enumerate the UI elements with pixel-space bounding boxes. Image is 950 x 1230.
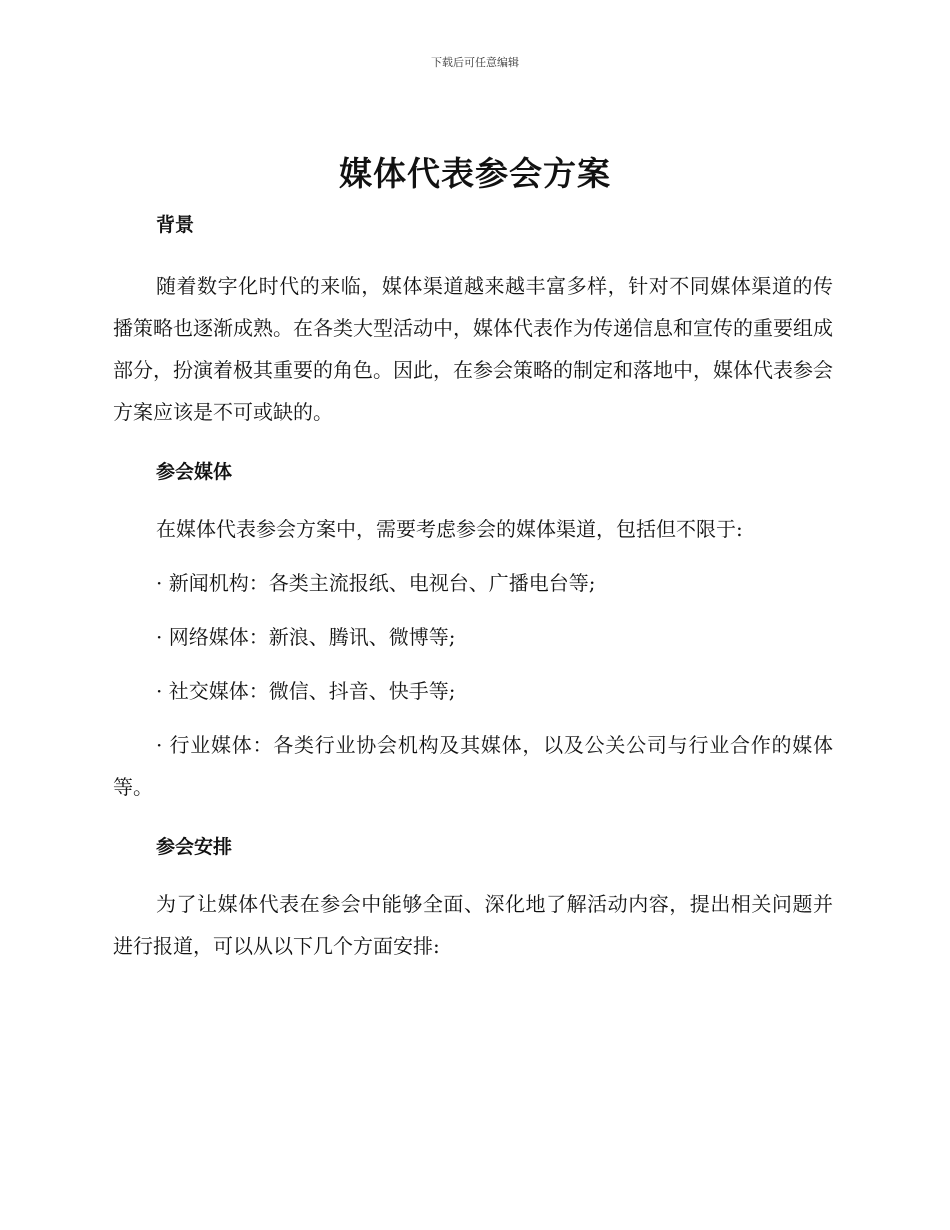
media-list-item-social: · 社交媒体：微信、抖音、快手等; — [156, 679, 456, 703]
media-intro-paragraph: 在媒体代表参会方案中，需要考虑参会的媒体渠道，包括但不限于: — [156, 517, 743, 541]
document-body — [113, 200, 833, 967]
media-list-item-news: · 新闻机构：各类主流报纸、电视台、广播电台等; — [156, 571, 596, 595]
header-note: 下载后可任意编辑 — [431, 56, 519, 69]
document-title: 媒体代表参会方案 — [339, 154, 611, 193]
section-heading-arrangement: 参会安排 — [156, 836, 233, 858]
media-list-item-online: · 网络媒体：新浪、腾讯、微博等; — [156, 625, 456, 649]
section-heading-background: 背景 — [156, 214, 195, 236]
background-paragraph: 随着数字化时代的来临，媒体渠道越来越丰富多样，针对不同媒体渠道的传播策略也逐渐成熟。在各类大型活动中，媒体代表作为传递信息和宣传的重要组成部分，扮演着极其重要的角色。因此，在参会策略的制定和落地中，媒体代表参会方案应该是不可或缺的。 — [113, 274, 833, 424]
media-list-item-industry: · 行业媒体：各类行业协会机构及其媒体，以及公关公司与行业合作的媒体等。 — [113, 733, 833, 799]
section-heading-media: 参会媒体 — [156, 461, 233, 483]
arrangement-paragraph: 为了让媒体代表在参会中能够全面、深化地了解活动内容，提出相关问题并进行报道，可以从以下几个方面安排: — [113, 892, 833, 958]
